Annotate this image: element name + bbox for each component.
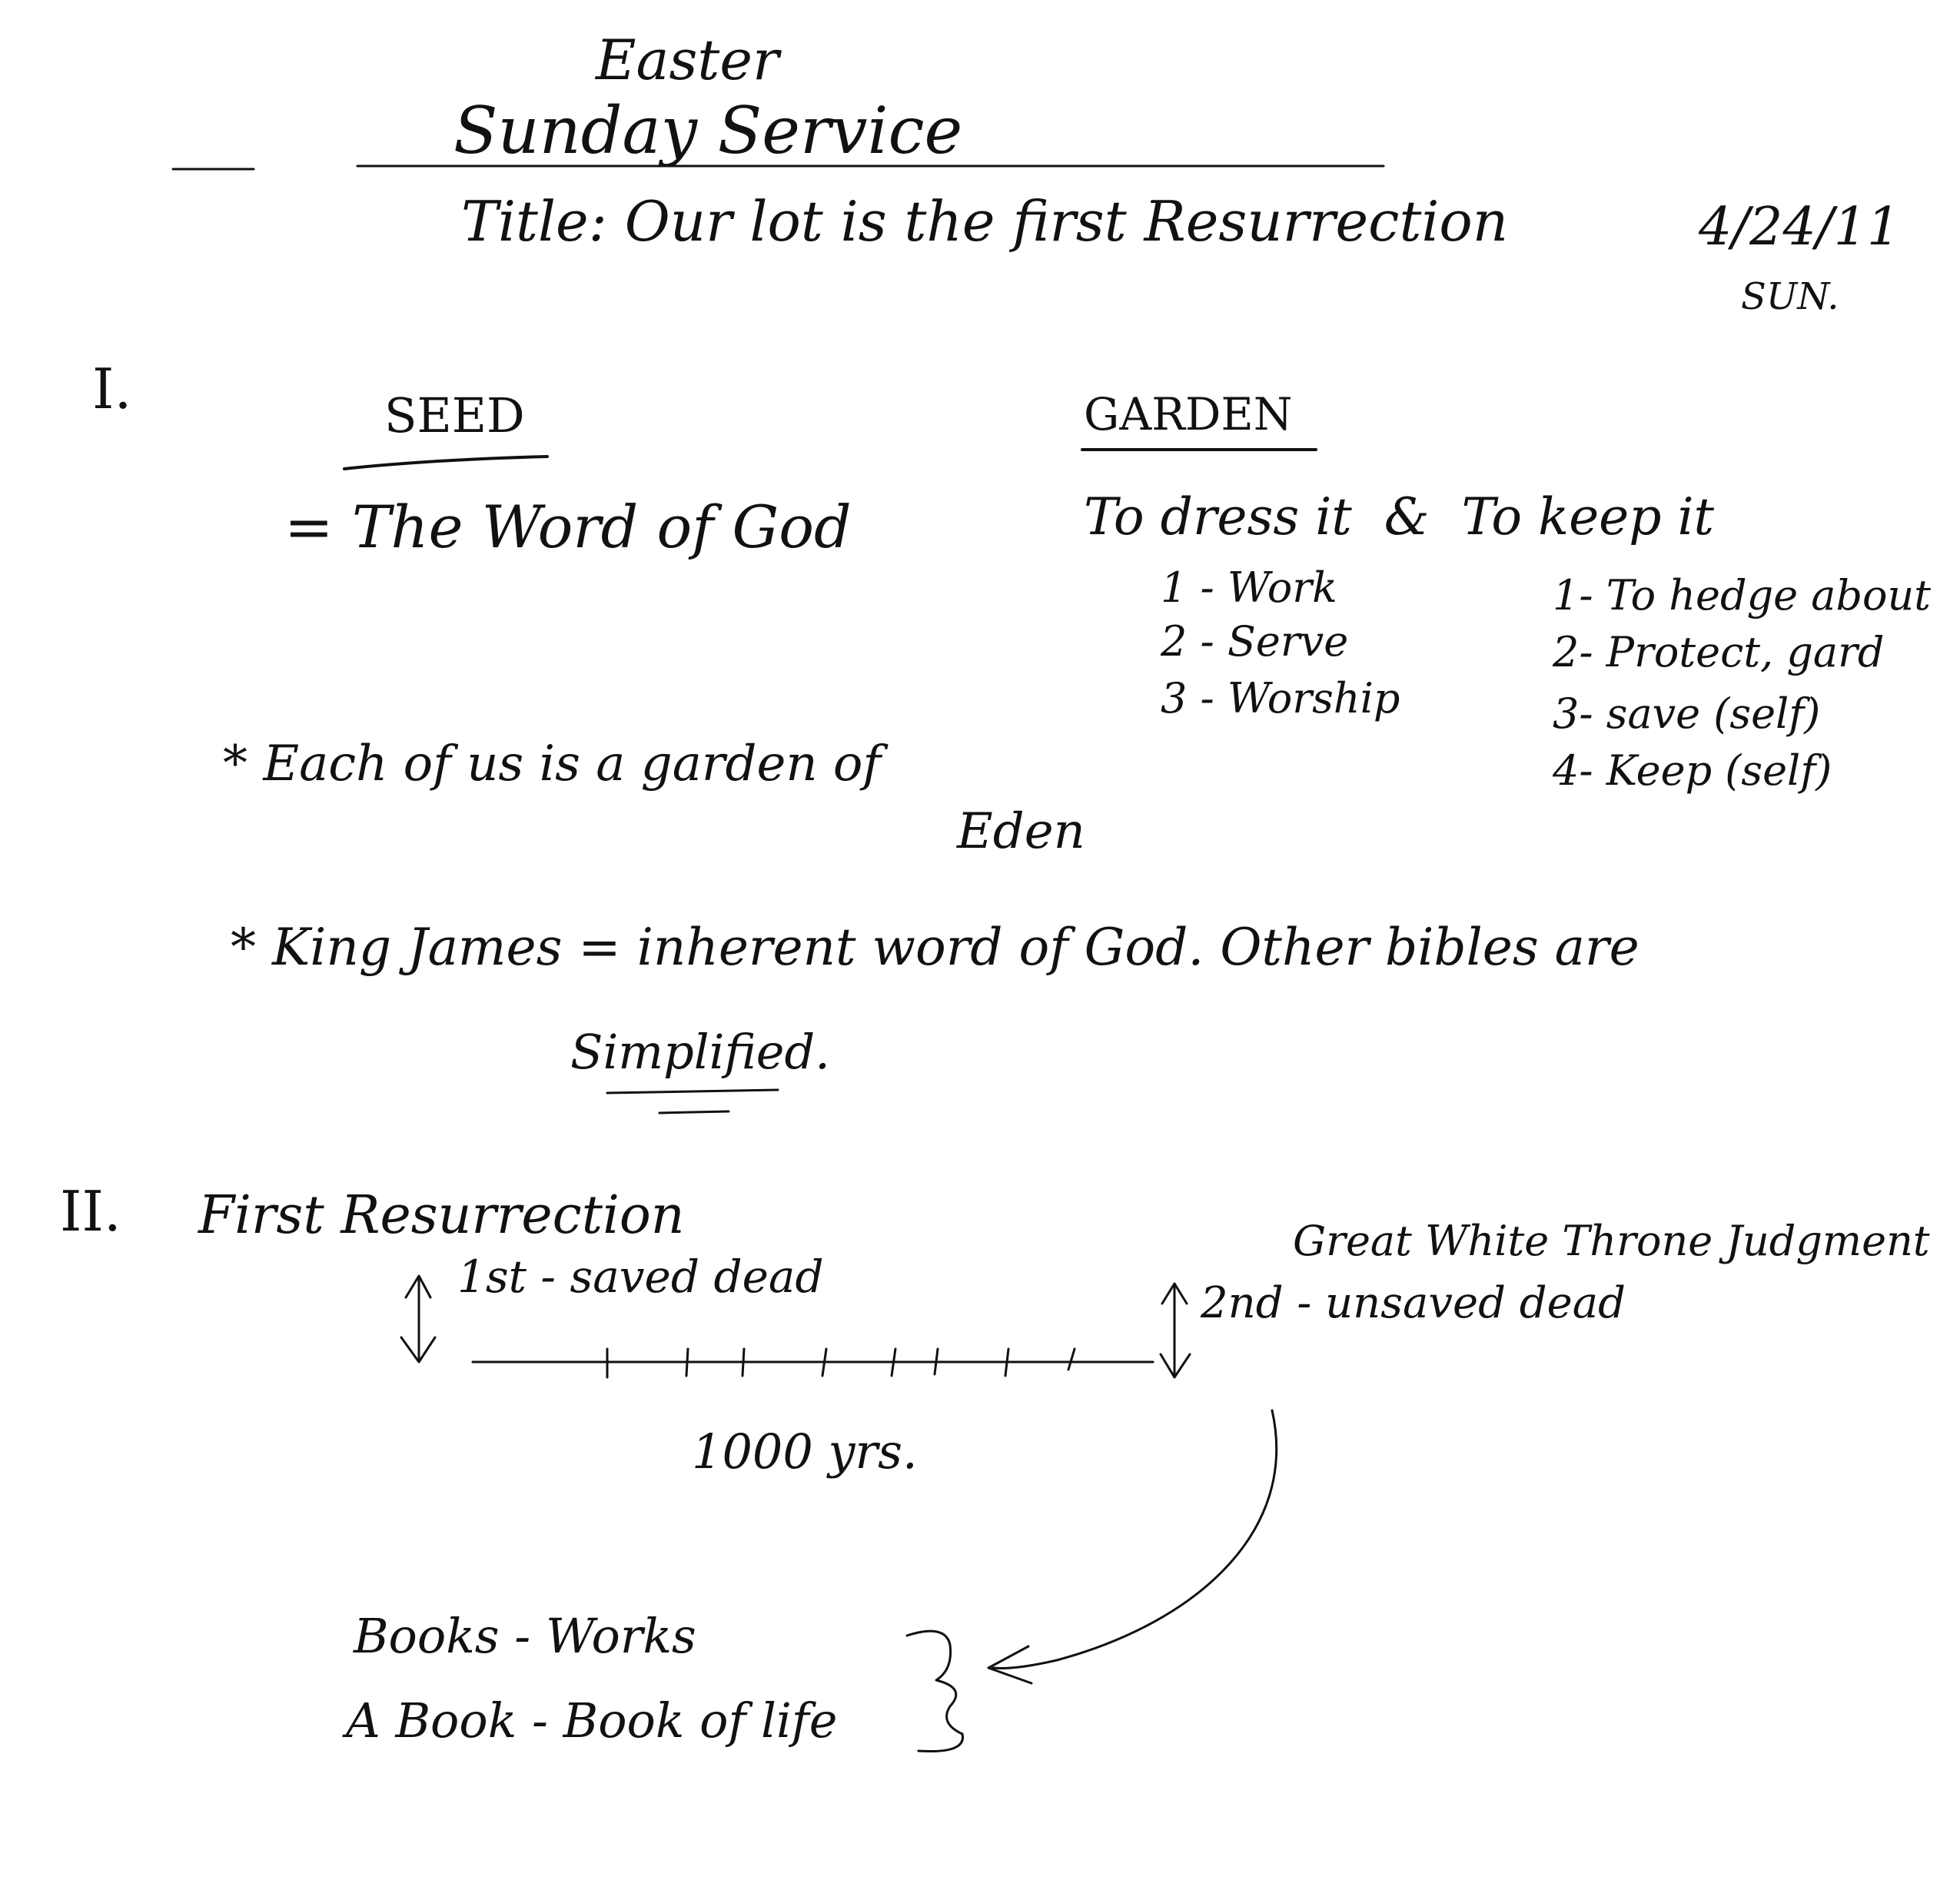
first-resurrection-arrow — [401, 1276, 435, 1362]
books-brace — [907, 1631, 963, 1751]
section-2-heading: First Resurrection — [198, 1185, 685, 1246]
book-of-life: A Book - Book of life — [346, 1692, 838, 1749]
simplified-underline-2 — [659, 1111, 729, 1113]
millennium-timeline — [473, 1349, 1153, 1377]
section-2-numeral: II. — [60, 1179, 121, 1244]
judgment-label: Great White Throne Judgment — [1293, 1217, 1930, 1265]
curved-arrow-to-books — [988, 1410, 1277, 1683]
note-king-james: * King James = inherent word of God. Other bibles are — [231, 918, 1639, 977]
keep-item-hedge: 1- To hedge about — [1553, 571, 1932, 619]
sermon-day: SUN. — [1741, 275, 1839, 318]
header-line-sunday-service: Sunday Service — [453, 93, 963, 168]
millennium-label: 1000 yrs. — [692, 1423, 918, 1480]
dress-item-worship: 3 - Worship — [1161, 674, 1400, 722]
second-resurrection-arrow — [1161, 1284, 1190, 1377]
header-line-easter: Easter — [596, 28, 779, 92]
dress-item-work: 1 - Work — [1161, 563, 1337, 612]
sermon-title: Title: Our lot is the first Resurrection — [461, 189, 1509, 254]
simplified-underline-1 — [607, 1090, 778, 1093]
dress-item-serve: 2 - Serve — [1161, 617, 1349, 666]
garden-subheading: To dress it & To keep it — [1084, 487, 1715, 546]
seed-underline — [344, 457, 547, 469]
second-resurrection-label: 2nd - unsaved dead — [1201, 1278, 1626, 1328]
note-garden-of-eden: * Each of us is a garden of — [223, 736, 882, 792]
first-resurrection-label: 1st - saved dead — [457, 1251, 824, 1303]
keep-item-save: 3- save (self) — [1553, 689, 1821, 738]
seed-heading: SEED — [384, 387, 525, 443]
note-garden-of-eden-cont: Eden — [957, 803, 1085, 860]
garden-heading: GARDEN — [1084, 388, 1293, 440]
note-king-james-cont: Simplified. — [570, 1024, 830, 1080]
section-1-numeral: I. — [92, 357, 132, 421]
keep-item-protect: 2- Protect, gard — [1553, 628, 1885, 676]
keep-item-keep: 4- Keep (self) — [1553, 746, 1832, 795]
seed-definition: = The Word of God — [284, 493, 852, 561]
books-works: Books - Works — [354, 1608, 696, 1664]
sermon-date: 4/24/11 — [1699, 197, 1901, 257]
